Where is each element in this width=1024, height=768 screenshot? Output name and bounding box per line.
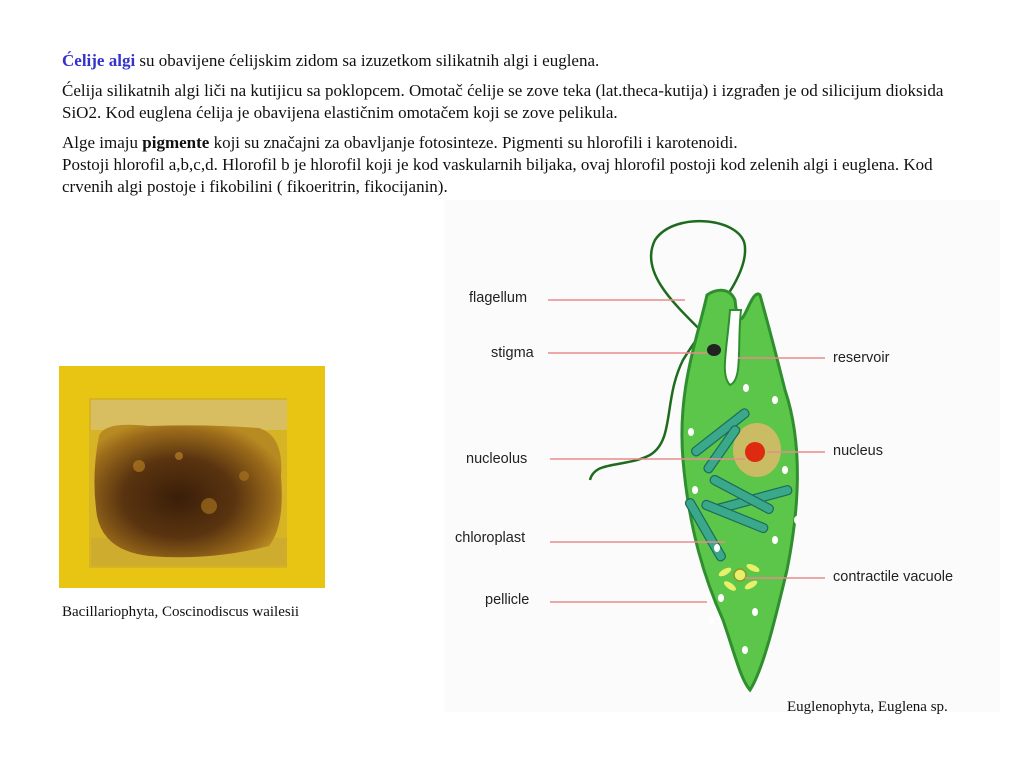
- body-text: [62, 50, 962, 206]
- paragraph-3-line2: Postoji hlorofil a,b,c,d. Hlorofil b je hlorofil koji je kod vaskularnih biljaka, ovaj hlorofil postoji kod zelenih algi i euglena. Kod crvenih algi postoje i fikobilini ( fikoeritrin, fikocijanin).: [62, 155, 933, 196]
- label-chloroplast: chloroplast: [455, 530, 526, 546]
- euglena-diagram: [445, 200, 1000, 712]
- label-nucleolus: nucleolus: [466, 451, 528, 467]
- euglena-drawing: [445, 200, 1000, 712]
- paragraph-1: [62, 50, 962, 72]
- diatom-caption: Bacillariophyta, Coscinodiscus wailesii: [62, 604, 300, 620]
- diatom-image: [59, 366, 325, 588]
- paragraph-1-rest: su obavijene ćelijskim zidom sa izuzetkom silikatnih algi i euglena.: [135, 51, 600, 70]
- paragraph-2: Ćelija silikatnih algi liči na kutijicu sa poklopcem. Omotač ćelije se zove teka (lat.theca-kutija) i izgrađen je od silicijum dioksida SiO2. Kod euglena ćelija je obavijena elastičnim omotačem koji se zove pelikula.: [62, 81, 944, 122]
- pigment-term: pigmente: [142, 133, 210, 152]
- label-stigma: stigma: [491, 345, 534, 361]
- paragraph-3-before: Alge imaju: [62, 133, 143, 152]
- highlight-term: Ćelije algi: [62, 51, 136, 70]
- euglena-caption: Euglenophyta, Euglena sp.: [787, 699, 948, 715]
- label-reservoir: reservoir: [833, 350, 890, 366]
- label-contractile-vacuole: contractile vacuole: [833, 569, 954, 585]
- label-pellicle: pellicle: [485, 592, 530, 608]
- paragraph-3-after: koji su značajni za obavljanje fotosinteze. Pigmenti su hlorofili i karotenoidi.: [209, 133, 738, 152]
- label-nucleus: nucleus: [833, 443, 883, 459]
- label-flagellum: flagellum: [469, 290, 528, 306]
- paragraph-3: [62, 132, 962, 198]
